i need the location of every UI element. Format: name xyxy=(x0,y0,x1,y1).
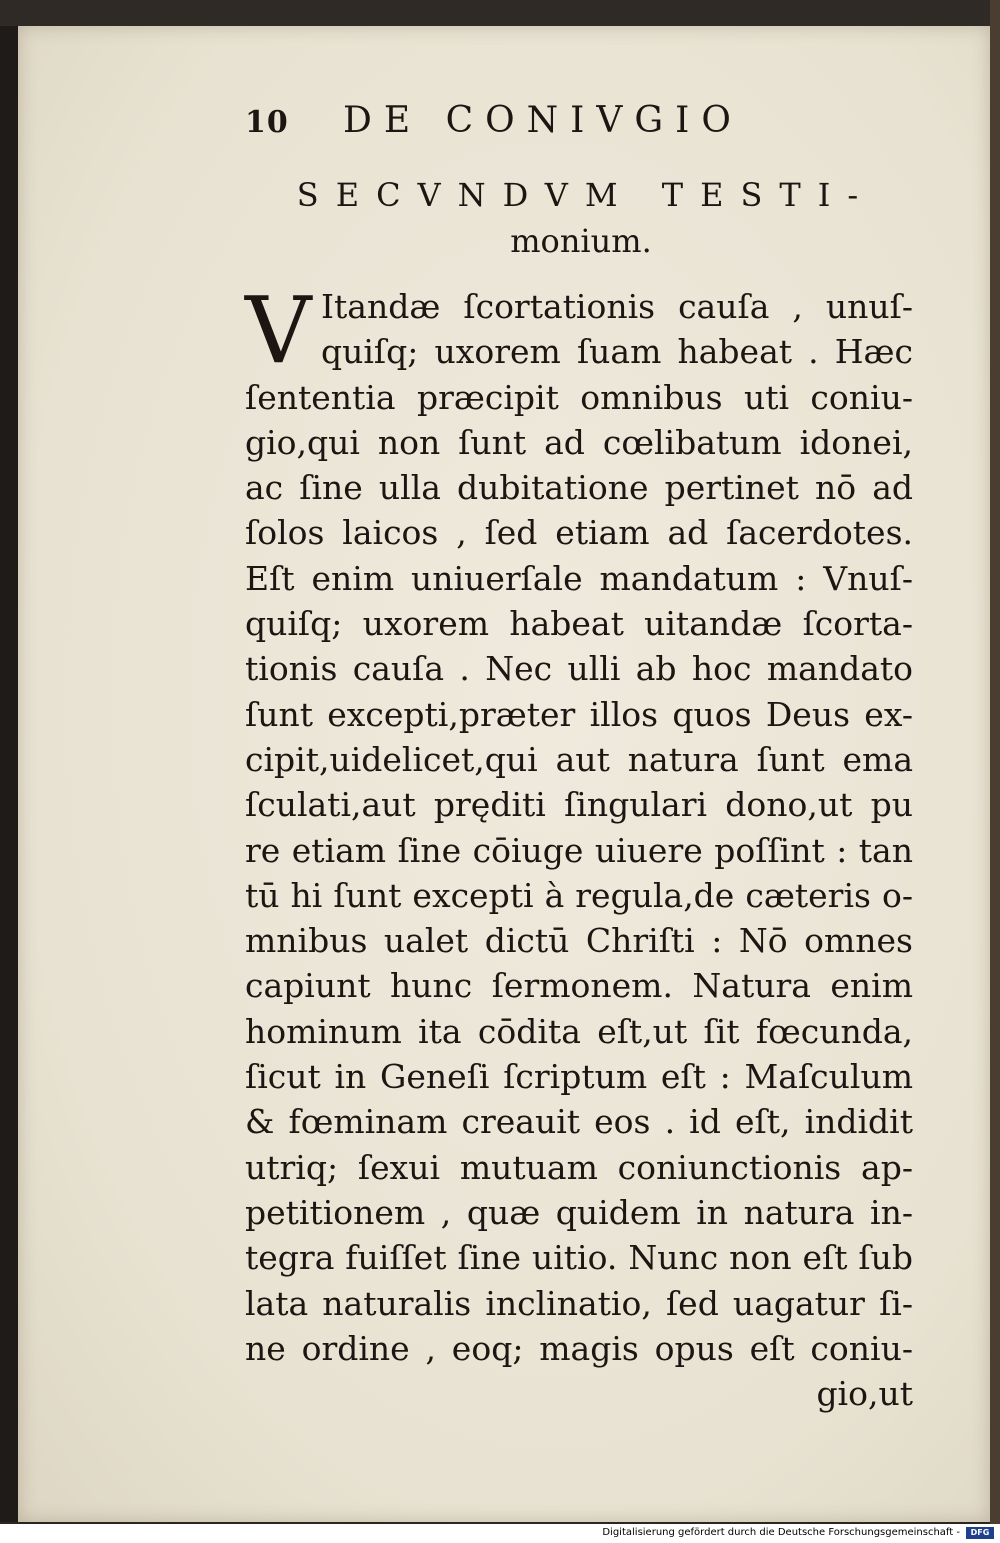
text-line: ſculati,aut pręditi ſingulari dono,ut pu xyxy=(245,785,913,825)
section-title: SECVNDVM TESTI- xyxy=(296,176,876,214)
section-title-continued: monium. xyxy=(510,222,652,260)
text-line: capiunt hunc ſermonem. Natura enim xyxy=(245,966,913,1006)
text-line: ſicut in Geneſi ſcriptum eſt : Maſculum xyxy=(245,1057,913,1097)
text-block xyxy=(245,100,917,1416)
text-line: utriq; ſexui mutuam coniunctionis ap- xyxy=(245,1147,913,1187)
text-line: tionis cauſa . Nec ulli ab hoc mandato xyxy=(245,649,913,689)
text-line: Itandæ ſcortationis cauſa , unuſ- xyxy=(321,287,913,326)
catchword: gio,ut xyxy=(816,1374,913,1414)
text-line: petitionem , quæ quidem in natura in- xyxy=(245,1192,913,1232)
body-text xyxy=(245,277,917,1416)
text-line: mnibus ualet dictū Chriſti : Nō omnes xyxy=(245,921,913,961)
text-line: tū hi ſunt excepti à regula,de cæteris o- xyxy=(245,875,913,915)
text-line: tegra fuiſſet ſine uitio. Nunc non eſt ſub xyxy=(245,1238,913,1278)
text-line: ac ſine ulla dubitatione pertinet nō ad xyxy=(245,468,913,508)
text-line: ne ordine , eoq; magis opus eſt coniu- xyxy=(245,1328,913,1368)
digitization-footer xyxy=(0,1524,1000,1543)
page-edge xyxy=(990,0,1000,1525)
text-line: lata naturalis inclinatio, ſed uagatur ſi- xyxy=(245,1283,913,1323)
text-line: ſententia præcipit omnibus uti coniu- xyxy=(245,377,913,417)
funding-credit: Digitalisierung gefördert durch die Deutsche Forschungsgemeinschaft - xyxy=(602,1527,960,1538)
drop-cap: V xyxy=(245,277,312,384)
dfg-logo: DFG xyxy=(966,1527,994,1539)
page-number: 10 xyxy=(245,105,289,140)
running-head xyxy=(245,100,917,160)
scan-top-border xyxy=(0,0,1000,26)
text-line: ſunt excepti,præter illos quos Deus ex- xyxy=(245,694,913,734)
book-spine xyxy=(0,26,18,1522)
text-line: hominum ita cōdita eſt,ut ſit fœcunda, xyxy=(245,1011,913,1051)
running-title: DE CONIVGIO xyxy=(343,100,743,141)
text-line: & fœminam creauit eos . id eſt, indidit xyxy=(245,1102,913,1142)
text-line: cipit,uidelicet,qui aut natura ſunt ema xyxy=(245,739,913,779)
text-line: ſolos laicos , ſed etiam ad ſacerdotes. xyxy=(245,513,913,553)
text-line: gio,qui non ſunt ad cœlibatum idonei, xyxy=(245,422,913,462)
text-line: quiſq; uxorem ſuam habeat . Hæc xyxy=(321,332,913,372)
text-line: quiſq; uxorem habeat uitandæ ſcorta- xyxy=(245,604,913,644)
text-line: re etiam ſine cōiuge uiuere poſſint : tan xyxy=(245,830,913,870)
text-line: Eſt enim uniuerſale mandatum : Vnuſ- xyxy=(245,558,913,598)
